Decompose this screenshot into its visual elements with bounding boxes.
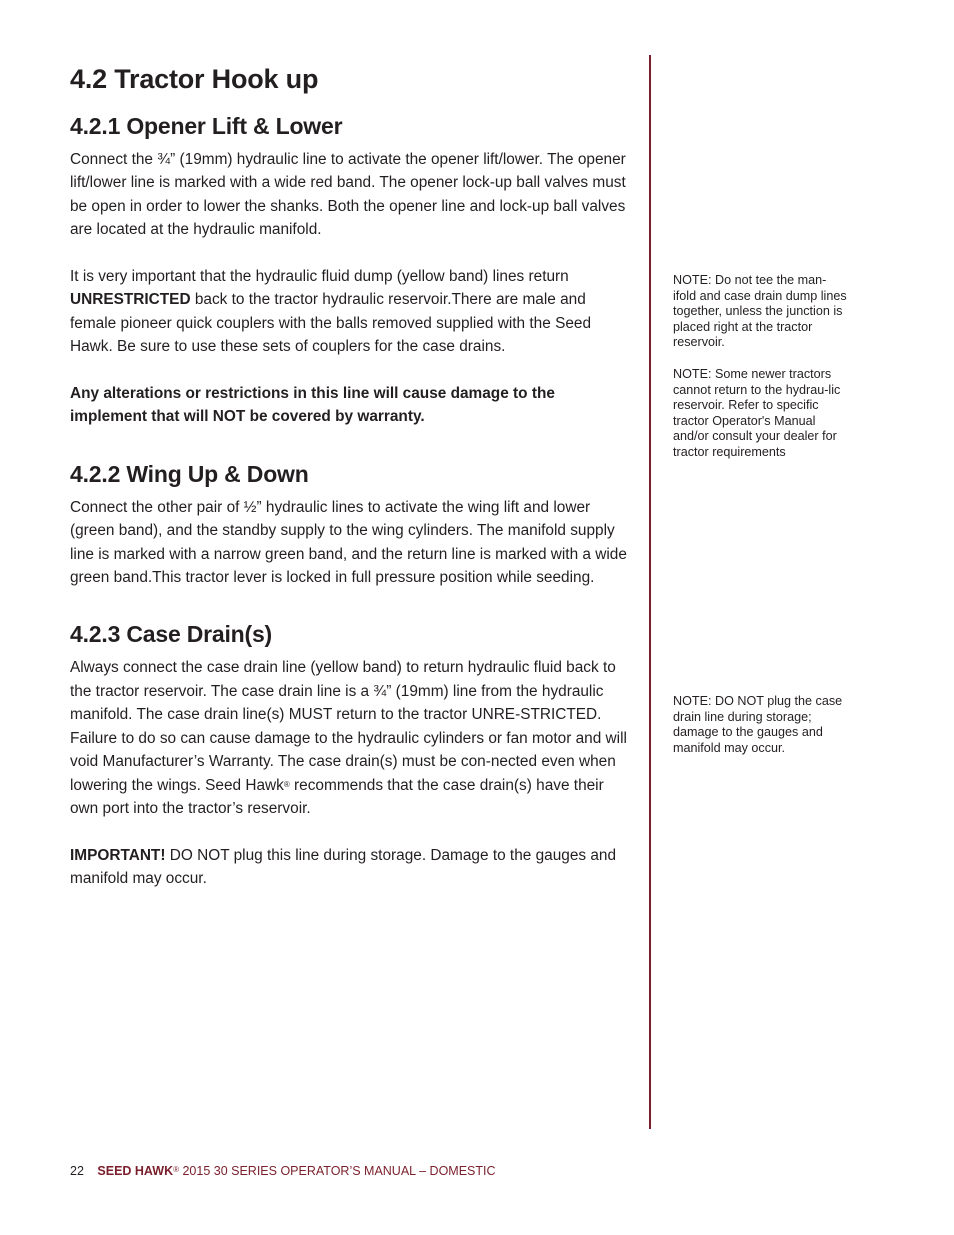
unrestricted-emphasis: UNRESTRICTED xyxy=(70,291,191,309)
page-title: 4.2 Tractor Hook up xyxy=(70,64,319,94)
important-text: DO NOT plug this line during storage. Damage to the gauges and manifold may occur. xyxy=(70,846,617,888)
case-drain-paragraph xyxy=(70,656,630,820)
side-note-newer-tractors: NOTE: Some newer tractors cannot return to the hydrau-lic reservoir. Refer to specific tractor Operator's Manual and/or consult your dealer for tractor requirements xyxy=(673,367,841,459)
footer-registered-mark: ® xyxy=(173,1165,179,1174)
section-heading-case-drain: 4.2.3 Case Drain(s) xyxy=(70,621,273,648)
registered-mark: ® xyxy=(283,779,290,789)
section-heading-wing: 4.2.2 Wing Up & Down xyxy=(70,460,309,487)
side-note-storage: NOTE: DO NOT plug the case drain line during storage; damage to the gauges and manifold may occur. xyxy=(673,694,843,755)
case-drain-text-start: Always connect the case drain line (yellow band) to return hydraulic fluid back to the tractor reservoir. The case drain line is a ¾” (19mm) line from the hydraulic manifold. The case drain line(s) MUST return to the tractor UNRE-STRICTED. Failure to do so can cause damage to the hydraulic cylinders or fan motor and will void Manufacturer’s Warranty. The case drain(s) must be con-nected even when lowering the wings. Seed Hawk xyxy=(70,659,627,794)
wing-paragraph: Connect the other pair of ½” hydraulic lines to activate the wing lift and lower (green band), and the standby supply to the wing cylinders. The manifold supply line is marked with a narrow green band, and the return line is marked with a wide green band.This tractor lever is locked in full pressure position while seeding. xyxy=(70,498,627,587)
opener-paragraph: Connect the ¾” (19mm) hydraulic line to activate the opener lift/lower. The opener lift/lower line is marked with a wide red band. The opener lock-up ball valves must be open in order to lower the shanks. Both the opener line and lock-up ball valves are located at the hydraulic manifold. xyxy=(70,151,626,239)
section-heading-opener-lift: 4.2.1 Opener Lift & Lower xyxy=(70,113,343,139)
page-number: 22 xyxy=(70,1164,84,1178)
case-drain-text-end: recommends that the case drain(s) have their own port into the tractor’s reservoir. xyxy=(70,776,604,817)
footer-manual-title: 2015 30 SERIES OPERATOR’S MANUAL – DOMESTIC xyxy=(179,1164,496,1178)
important-label: IMPORTANT! xyxy=(70,846,166,864)
fluid-dump-text-end: back to the tractor hydraulic reservoir.There are male and female pioneer quick couplers with the balls removed supplied with the Seed Hawk. Be sure to use these sets of couplers for the case drains. xyxy=(70,291,592,356)
fluid-dump-paragraph xyxy=(70,265,630,359)
important-paragraph xyxy=(70,844,630,891)
footer-brand: SEED HAWK xyxy=(97,1164,174,1178)
column-divider xyxy=(649,55,651,1129)
page-footer xyxy=(70,1162,496,1180)
main-column xyxy=(70,62,630,891)
warranty-warning: Any alterations or restrictions in this line will cause damage to the implement that will NOT be covered by warranty. xyxy=(70,385,555,426)
side-note-tee: NOTE: Do not tee the man-ifold and case drain dump lines together, unless the junction is placed right at the tractor reservoir. xyxy=(673,273,847,350)
fluid-dump-text-start: It is very important that the hydraulic fluid dump (yellow band) lines return xyxy=(70,268,569,286)
